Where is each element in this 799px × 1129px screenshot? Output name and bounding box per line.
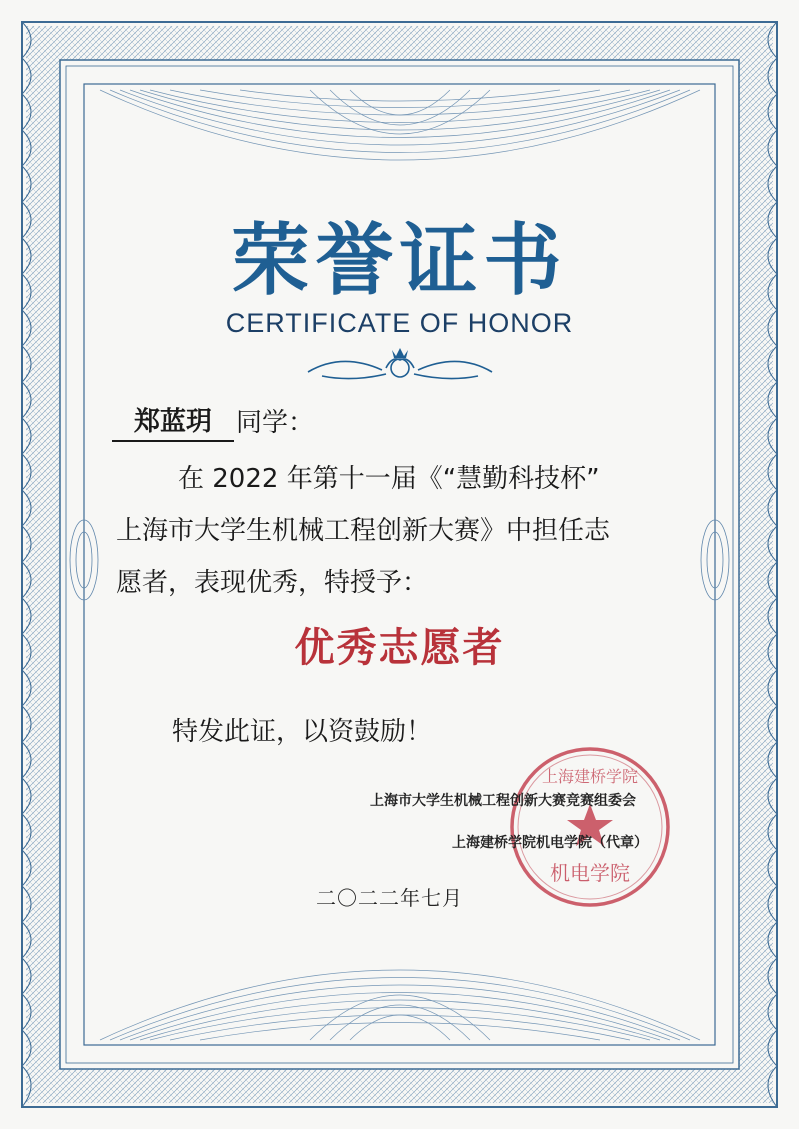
body-text-line-2: 上海市大学生机械工程创新大赛》中担任志 [116,516,611,546]
honor-title: 优秀志愿者 [294,625,505,671]
recipient-name: 郑蓝玥 [112,401,234,442]
certificate-title: 荣誉证书 [231,216,568,306]
certificate-title-english: CERTIFICATE OF HONOR [225,308,574,338]
issuer-college: 上海建桥学院机电学院（代章） [452,835,648,851]
crown-divider-ornament [302,342,498,386]
official-seal-stamp [505,742,675,912]
seal-bottom-text: 机电学院 [550,861,630,885]
seal-top-text: 上海建桥学院 [541,767,639,786]
closing-text: 特发此证，以资鼓励！ [172,717,433,747]
body-text-line-1: 在 2022 年第十一届《“慧勤科技杯” [178,464,600,494]
salutation: 同学： [236,408,315,438]
issuer-committee: 上海市大学生机械工程创新大赛竞赛组委会 [370,793,636,809]
body-text-line-3: 愿者，表现优秀，特授予： [116,568,429,598]
issue-date: 二〇二二年七月 [316,886,463,910]
